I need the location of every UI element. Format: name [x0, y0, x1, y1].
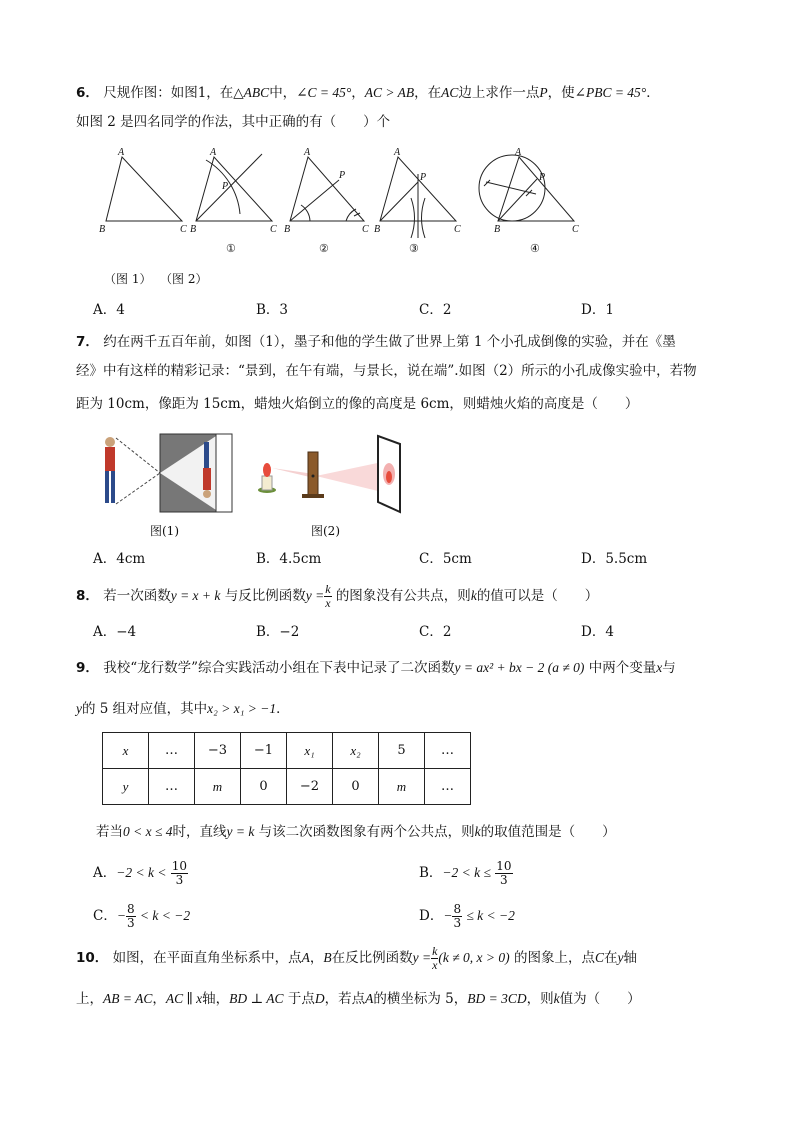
q9-text: 我校“龙行数学”综合实践活动小组在下表中记录了二次函数: [103, 660, 455, 676]
q6-text: 尺规作图：如图1，在: [103, 85, 234, 101]
q7-option-b[interactable]: [256, 550, 321, 568]
candle-flame: [263, 463, 271, 477]
q10-math: AC ∥ x: [165, 991, 203, 1006]
q9-option-a[interactable]: [93, 860, 188, 887]
q9-math: x₂ > x₁ > −1: [207, 701, 277, 716]
q6-figures: [96, 146, 596, 258]
q7-fig1-caption: 图(1): [150, 524, 179, 538]
q10-math: k: [553, 991, 560, 1006]
q10-math: y =: [412, 950, 432, 965]
option-text: 5.5cm: [605, 551, 648, 567]
q7-option-d[interactable]: [581, 550, 647, 568]
table-cell: −2: [287, 769, 333, 805]
option-math: −2 < k <: [116, 865, 167, 880]
q8-text: 与反比例函数: [224, 588, 306, 604]
q9-text: 时，直线: [172, 824, 227, 840]
q10-line2: [76, 990, 641, 1008]
option-letter: B．: [256, 551, 280, 567]
q6-fig2-caption: （图 2）: [160, 272, 208, 286]
table-cell: −3: [195, 733, 241, 769]
q8-math: y = x + k: [170, 588, 221, 603]
fig2b-num: ②: [319, 243, 329, 255]
option-math: −2 < k ≤: [442, 865, 491, 880]
candle: [262, 476, 272, 490]
q6-text: 中，: [269, 85, 297, 101]
option-letter: B．: [419, 865, 443, 881]
option-letter: A．: [93, 624, 117, 640]
q8-number: 8．: [76, 588, 99, 604]
option-math: −: [443, 908, 453, 923]
q6-option-b[interactable]: [256, 301, 288, 319]
q9-line2: [76, 700, 290, 718]
q6-fig1-caption: （图 1）: [104, 272, 152, 286]
person-leg-left: [105, 471, 109, 503]
q8-text: 的图象没有公共点，则: [335, 588, 471, 604]
fig2c-label-c: C: [454, 224, 461, 235]
fig2b-label-a: A: [304, 147, 311, 158]
frac-den: 3: [500, 873, 508, 887]
q9-number: 9．: [76, 660, 99, 676]
fig2b-label-p: P: [339, 170, 346, 181]
frac-num: 8: [126, 902, 135, 916]
q10-text: 如图，在平面直角坐标系中，点: [112, 950, 302, 966]
fig2a-label-c: C: [270, 224, 277, 235]
q9-line3: [96, 823, 616, 841]
option-letter: C．: [419, 551, 443, 567]
q9-math: y: [76, 701, 82, 716]
fig2a-label-b: B: [190, 224, 197, 235]
fig2d-label-c: C: [572, 224, 579, 235]
frac-num: 8: [453, 902, 462, 916]
q10-text: 值为（ ）: [559, 991, 641, 1007]
q6-math: ∠PBC = 45°: [574, 85, 647, 100]
option-text: −4: [116, 624, 137, 640]
q7-option-a[interactable]: [93, 550, 145, 568]
q10-number: 10．: [76, 950, 109, 966]
option-text: 5cm: [442, 551, 472, 567]
fig2b-label-c: C: [362, 224, 369, 235]
q10-math: (k ≠ 0, x > 0): [438, 950, 510, 965]
option-letter: B．: [256, 624, 280, 640]
option-text: 1: [605, 302, 614, 318]
fig1-triangle: [106, 157, 182, 221]
table-cell: 0: [241, 769, 287, 805]
q7-fig2-caption: 图(2): [311, 524, 340, 538]
board-stand: [302, 494, 324, 498]
person-head: [105, 437, 115, 447]
q10-math: y: [617, 950, 624, 965]
q10-text: ，则: [526, 991, 554, 1007]
table-cell: m: [195, 769, 241, 805]
fig2c-label-b: B: [374, 224, 381, 235]
q9-value-table: [102, 732, 471, 805]
option-letter: D．: [419, 908, 444, 924]
option-text: 2: [442, 624, 452, 640]
fig2c-arc2: [422, 198, 426, 238]
table-cell: …: [425, 733, 471, 769]
fig1-label-c: C: [180, 224, 187, 235]
q10-math: A: [301, 950, 310, 965]
q8-text: 的值可以是（ ）: [476, 588, 599, 604]
q6-text: ．: [646, 85, 660, 101]
pinhole: [312, 475, 315, 478]
option-letter: D．: [581, 624, 606, 640]
frac-num: 10: [171, 859, 188, 873]
q7-figure2: [250, 432, 415, 514]
option-letter: B．: [256, 302, 280, 318]
q10-text: 的横坐标为 5，: [373, 991, 468, 1007]
q6-line2: 如图 2 是四名同学的作法，其中正确的有（ ）个: [76, 114, 391, 130]
option-text: 4: [605, 624, 614, 640]
q10-text: ，: [152, 991, 166, 1007]
q6-math: AC > AB: [364, 85, 415, 100]
option-text: −2: [279, 624, 300, 640]
fig2d-triangle: [498, 157, 574, 221]
q6-number: 6．: [76, 85, 99, 101]
option-fraction: [495, 860, 512, 887]
q10-text: 轴，: [202, 991, 230, 1007]
q6-option-d[interactable]: [581, 301, 614, 319]
option-fraction: [452, 903, 462, 930]
option-fraction: [126, 903, 136, 930]
q7-line1: [76, 333, 676, 351]
q9-text: 与该二次函数图象有两个公共点，则: [258, 824, 475, 840]
q10-math: B: [323, 950, 332, 965]
fig2a-triangle: [196, 157, 272, 221]
option-text: 3: [279, 302, 289, 318]
ray-top: [116, 438, 160, 473]
q8-option-c[interactable]: [419, 623, 451, 641]
q10-text: ，: [309, 950, 324, 966]
option-text: 4cm: [116, 551, 146, 567]
fig2d-label-b: B: [494, 224, 501, 235]
fig2a-num: ①: [226, 243, 236, 255]
frac-den: x: [432, 958, 438, 972]
table-cell: …: [149, 769, 195, 805]
q9-text: 的 5 组对应值，其中: [82, 701, 208, 717]
fig2d-label-a: A: [515, 147, 522, 158]
q9-math: 0 < x ≤ 4: [123, 824, 173, 839]
table-cell: m: [379, 769, 425, 805]
fig2a-label-p: P: [222, 181, 229, 192]
fig1-label-a: A: [118, 147, 125, 158]
q6-math: △ABC: [233, 85, 270, 100]
frac-den: 3: [126, 916, 135, 930]
q6-option-a[interactable]: [93, 301, 125, 319]
screen-image: [386, 471, 392, 483]
q10-math: BD = 3CD: [467, 991, 527, 1006]
q9-option-b[interactable]: [419, 860, 513, 887]
q8-fraction: [324, 583, 331, 610]
ray-bottom: [116, 473, 160, 504]
option-letter: C．: [419, 302, 443, 318]
q7-line2: 经》中有这样的精彩记录：“景到，在午有端，与景长，说在端”.如图（2）所示的小孔成像实验中，若物: [76, 363, 697, 379]
option-letter: C．: [419, 624, 443, 640]
q10-line1: [76, 945, 637, 972]
fig1-label-b: B: [99, 224, 106, 235]
option-math: −: [116, 908, 126, 923]
q6-math: AC: [441, 85, 459, 100]
frac-num: k: [432, 944, 438, 958]
q10-math: A: [365, 991, 374, 1006]
option-math: < k < −2: [139, 908, 191, 923]
frac-den: x: [325, 596, 331, 610]
frac-num: 10: [496, 859, 512, 873]
table-row: [103, 733, 471, 769]
screen: [216, 434, 232, 512]
q8-math: k: [470, 588, 477, 603]
image-head: [203, 490, 211, 498]
q6-math: ∠C = 45°: [296, 85, 352, 100]
q10-text: ，若点: [324, 991, 366, 1007]
fig2c-label-a: A: [394, 147, 401, 158]
table-cell: −1: [241, 733, 287, 769]
fig2b-bisect: [290, 180, 339, 221]
q10-math: BD ⊥ AC: [229, 991, 284, 1006]
fig2a-label-a: A: [210, 147, 217, 158]
table-cell: …: [425, 769, 471, 805]
fig2d-label-p: P: [539, 172, 546, 183]
option-letter: A．: [93, 302, 117, 318]
q6-text: 边上求作一点: [458, 85, 540, 101]
person-body: [105, 447, 115, 471]
q8-option-a[interactable]: [93, 623, 136, 641]
option-text: 4.5cm: [279, 551, 322, 567]
table-cell: x: [103, 733, 149, 769]
option-letter: A．: [93, 551, 117, 567]
q10-text: 于点: [287, 991, 315, 1007]
q9-text: 的取值范围是（ ）: [480, 824, 616, 840]
q8-option-b[interactable]: [256, 623, 299, 641]
q8-line1: [76, 583, 598, 610]
q10-text: 在反比例函数: [331, 950, 413, 966]
table-cell: x₁: [287, 733, 333, 769]
q10-text: 的图象上，点: [513, 950, 595, 966]
frac-den: 3: [453, 916, 462, 930]
table-cell: …: [149, 733, 195, 769]
q10-text: 在: [603, 950, 618, 966]
q10-math: D: [314, 991, 325, 1006]
q9-text: 若当: [96, 824, 123, 840]
q8-math: y =: [305, 588, 325, 603]
q9-math: x: [656, 660, 663, 675]
beam-right: [316, 462, 382, 492]
person-leg-right: [111, 471, 115, 503]
q6-text: ，使: [547, 85, 575, 101]
pinhole-board: [308, 452, 318, 496]
q6-line1: [76, 84, 660, 102]
option-letter: D．: [581, 302, 606, 318]
q9-option-c[interactable]: [93, 903, 190, 930]
q7-text: 约在两千五百年前，如图（1），墨子和他的学生做了世界上第 1 个小孔成倒像的实验，并在《墨: [103, 334, 676, 350]
table-cell: 0: [333, 769, 379, 805]
table-row: [103, 769, 471, 805]
option-letter: C．: [93, 908, 117, 924]
option-letter: D．: [581, 551, 606, 567]
q10-math: AB = AC: [103, 991, 153, 1006]
q10-text: 上，: [76, 991, 103, 1007]
option-letter: A．: [93, 865, 117, 881]
q7-figure1: [96, 432, 236, 514]
q7-option-c[interactable]: [419, 550, 472, 568]
q6-text: ，: [351, 85, 365, 101]
table-cell: 5: [379, 733, 425, 769]
fig2d-num: ④: [530, 243, 540, 255]
q9-option-d[interactable]: [419, 903, 515, 930]
fig2c-label-p: P: [420, 172, 427, 183]
q7-number: 7．: [76, 334, 99, 350]
option-math: ≤ k < −2: [466, 908, 515, 923]
q6-text: ，在: [414, 85, 442, 101]
q9-math: y = ax² + bx − 2 (a ≠ 0): [454, 660, 585, 675]
image-body: [203, 468, 211, 490]
q6-math: P: [539, 85, 548, 100]
q9-text: 中两个变量: [588, 660, 657, 676]
q8-option-d[interactable]: [581, 623, 614, 641]
q9-text: 与: [662, 660, 676, 676]
q9-math: k: [474, 824, 481, 839]
table-cell: y: [103, 769, 149, 805]
table-cell: x₂: [333, 733, 379, 769]
q10-math: C: [594, 950, 604, 965]
q7-line3: 距为 10cm，像距为 15cm，蜡烛火焰倒立的像的高度是 6cm，则蜡烛火焰的高度是（ ）: [76, 396, 639, 412]
frac-den: 3: [175, 873, 184, 887]
fig2c-arc1: [411, 198, 415, 238]
q9-text: ．: [276, 701, 290, 717]
option-fraction: [171, 860, 188, 887]
fig2c-num: ③: [409, 243, 419, 255]
fig2b-label-b: B: [284, 224, 291, 235]
q9-math: y = k: [226, 824, 255, 839]
q6-option-c[interactable]: [419, 301, 451, 319]
q10-text: 轴: [623, 950, 637, 966]
q8-text: 若一次函数: [103, 588, 171, 604]
frac-num: k: [325, 582, 331, 596]
image-legs: [204, 442, 209, 468]
q9-line1: [76, 659, 676, 677]
option-text: 2: [442, 302, 452, 318]
option-text: 4: [116, 302, 125, 318]
